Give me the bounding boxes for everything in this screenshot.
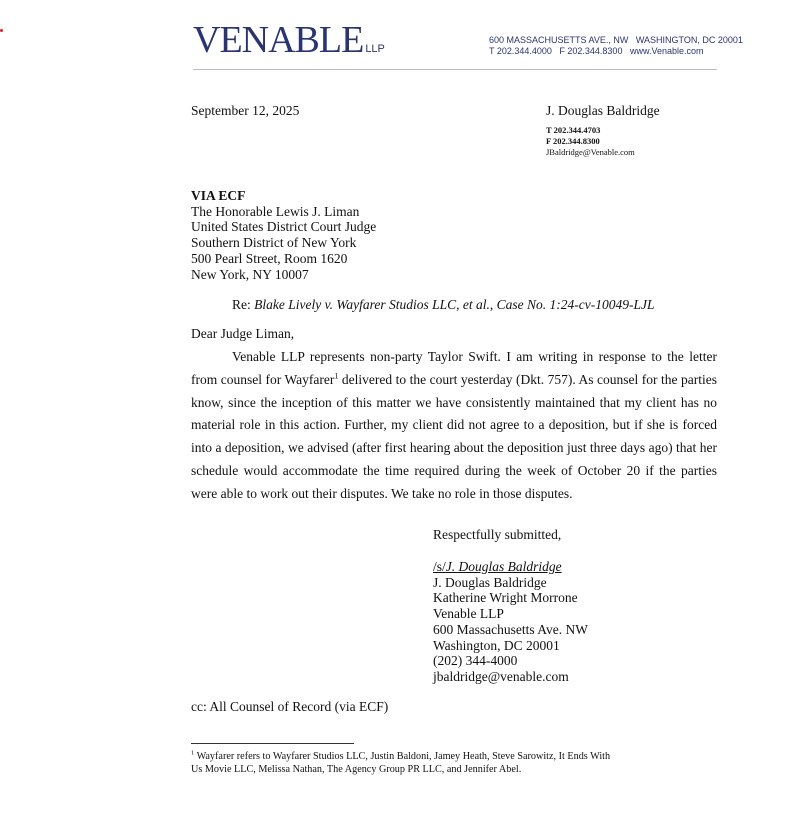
recipient-line: 500 Pearl Street, Room 1620 bbox=[191, 250, 348, 266]
letterhead-contact: T 202.344.4000 F 202.344.8300 www.Venable.com bbox=[489, 46, 704, 56]
delivery-method: VIA ECF bbox=[191, 188, 246, 203]
sender-email: JBaldridge@Venable.com bbox=[546, 147, 635, 157]
footnote-line: Us Movie LLC, Melissa Nathan, The Agency Group PR LLC, and Jennifer Abel. bbox=[191, 763, 522, 775]
footnote bbox=[191, 751, 610, 776]
margin-mark bbox=[0, 29, 3, 32]
salutation: Dear Judge Liman, bbox=[191, 326, 295, 341]
signature-line: (202) 344-4000 bbox=[433, 653, 518, 669]
recipient-line: United States District Court Judge bbox=[191, 219, 377, 235]
signature-line: Venable LLP bbox=[433, 606, 504, 622]
footnote-reference: 1 bbox=[334, 371, 339, 381]
signature-line: jbaldridge@venable.com bbox=[433, 668, 569, 684]
footnote-line: $^1$ Wayfarer refers to Wayfarer Studios LLC, Justin Baldoni, Jamey Heath, Steve Sarowitz, It Ends With bbox=[191, 749, 611, 762]
letter-date: September 12, 2025 bbox=[191, 103, 300, 118]
footnote-rule bbox=[191, 743, 354, 744]
body-text-part2: delivered to the court yesterday (Dkt. 757). As counsel for the parties know, since the inception of this matter we have consistently maintained that my client has no material role in this action. Further, my client did not agree to a deposition, but if she is forced into a deposition, we advised (after first hearing about the deposition just three days ago) that her schedule would accommodate the time required during the week of October 20 if the parties were able to work out their disputes. We take no role in those disputes. bbox=[191, 371, 717, 501]
cc-line: cc: All Counsel of Record (via ECF) bbox=[191, 699, 389, 714]
recipient-line: Southern District of New York bbox=[191, 235, 357, 251]
sender-name: J. Douglas Baldridge bbox=[546, 103, 660, 118]
electronic-signature: /s/J. Douglas Baldridge bbox=[433, 559, 562, 574]
footnote-mark: 1 bbox=[191, 749, 195, 757]
signature-line: Washington, DC 20001 bbox=[433, 637, 560, 653]
body-text-part1: Venable LLP represents non-party Taylor Swift. I am writing in response to the letter from counsel for Wayfarer bbox=[191, 349, 717, 387]
letterhead-address: 600 MASSACHUSETTS AVE., NW WASHINGTON, DC 20001 bbox=[489, 35, 743, 45]
recipient-line: New York, NY 10007 bbox=[191, 266, 309, 282]
sender-phone: T 202.344.4703 bbox=[546, 125, 601, 135]
venable-logo: VENABLE LLP bbox=[193, 19, 385, 61]
logo-llp: LLP bbox=[365, 43, 385, 55]
closing: Respectfully submitted, bbox=[433, 527, 562, 542]
sender-fax: F 202.344.8300 bbox=[546, 136, 600, 146]
body-paragraph bbox=[191, 346, 717, 506]
letterhead-rule bbox=[193, 69, 717, 70]
signature-line: Katherine Wright Morrone bbox=[433, 590, 578, 606]
signature-block bbox=[433, 559, 588, 685]
re-line bbox=[232, 297, 654, 313]
re-prefix: Re: bbox=[232, 297, 251, 312]
signature-line: J. Douglas Baldridge bbox=[433, 574, 547, 590]
recipient-address bbox=[191, 188, 376, 282]
case-caption: Blake Lively v. Wayfarer Studios LLC, et al., Case No. 1:24-cv-10049-LJL bbox=[254, 297, 655, 312]
recipient-line: The Honorable Lewis J. Liman bbox=[191, 203, 360, 219]
signature-line: 600 Massachusetts Ave. NW bbox=[433, 621, 588, 637]
